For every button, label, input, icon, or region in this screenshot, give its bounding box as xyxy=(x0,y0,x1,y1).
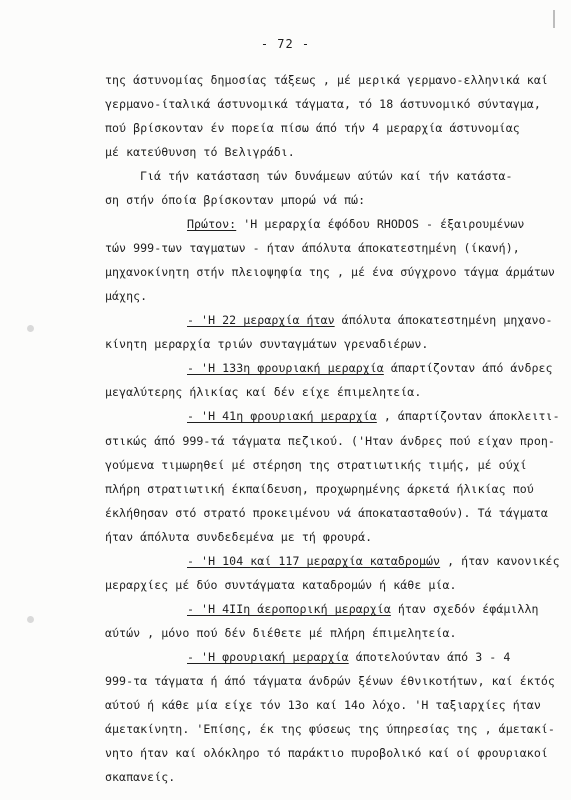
text-line: μεγαλύτερης ήλικίας καί δέν είχε έπιμελητεία. xyxy=(105,385,422,399)
text-line: αύτών , μόνο πού δέν διέθετε μέ πλήρη έπιμελητεία. xyxy=(105,626,457,640)
text-line: μηχανοκίνητη στήν πλειοψηφία της , μέ ένα σύγχρονο τάγμα άρμάτων xyxy=(105,265,555,279)
text-line: νητο ήταν καί ολόκληρο τό παράκτιο πυροβολικό καί οί φρουριακοί xyxy=(105,746,548,760)
line-text: άποτελούνταν άπό 3 - 4 xyxy=(348,650,511,664)
text-line: γούμενα τιμωρηθεί μέ στέρηση της στρατιωτικής τιμής, μέ ούχί xyxy=(105,458,527,472)
text-line: μεραρχίες μέ δύο συντάγματα καταδρομών ή κάθε μία. xyxy=(105,578,457,592)
text-line: στικώς άπό 999-τά τάγματα πεζικού. ('Ηταν άνδρες πού είχαν προη- xyxy=(105,434,555,448)
underlined-heading: - 'Η 41η φρουριακή μεραρχία xyxy=(187,409,377,423)
underlined-heading: Πρώτον: xyxy=(187,217,237,231)
text-line: μέ κατεύθυνση τό Βελιγράδι. xyxy=(105,145,295,159)
line-text: , ήταν κανονικές xyxy=(440,554,560,568)
underlined-heading: - 'Η 4ΙΙη άεροπορική μεραρχία xyxy=(187,602,391,616)
punch-hole-mark xyxy=(27,325,34,332)
text-line: σκαπανείς. xyxy=(105,770,176,784)
line-text: 'Η μεραρχία έφόδου RHODOS - έξαιρουμένων xyxy=(236,217,525,231)
text-line: Γιά τήν κατάσταση τών δυνάμεων αύτών καί τήν κατάστα- xyxy=(140,169,513,183)
text-line: έκλήθησαν στό στρατό προκειμένου νά άποκατασταθούν). Τά τάγματα xyxy=(105,506,548,520)
text-line: της άστυνομίας δημοσίας τάξεως , μέ μερικά γερμανο-ελληνικά καί xyxy=(105,73,548,87)
text-line xyxy=(187,361,553,375)
text-line: αύτού ή κάθε μία είχε τόν 13ο καί 14ο λόχο. 'Η ταξιαρχίες ήταν xyxy=(105,698,541,712)
text-line xyxy=(187,409,560,423)
line-text: ήταν σχεδόν έφάμιλλη xyxy=(390,602,539,616)
text-line: πού βρίσκονταν έν πορεία πίσω άπό τήν 4 μεραρχία άστυνομίας xyxy=(105,121,520,135)
underlined-heading: - 'Η 133η φρουριακή μεραρχία xyxy=(187,361,384,375)
underlined-heading: - 'Η 22 μεραρχία ήταν xyxy=(187,313,335,327)
line-text: άπόλυτα άποκατεστημένη μηχανο- xyxy=(334,313,553,327)
text-line: ήταν άπόλυτα συνδεδεμένα με τή φρουρά. xyxy=(105,530,373,544)
text-line: γερμανο-ίταλικά άστυνομικά τάγματα, τό 18 άστυνομικό σύνταγμα, xyxy=(105,97,541,111)
text-line: άμετακίνητη. 'Επίσης, έκ της φύσεως της ύπηρεσίας της , άμετακί- xyxy=(105,722,555,736)
text-line: κίνητη μεραρχία τριών συνταγμάτων γρεναδιέρων. xyxy=(105,337,429,351)
page-number: - 72 - xyxy=(260,37,311,51)
text-line xyxy=(187,602,539,616)
punch-hole-mark xyxy=(27,616,34,623)
text-line: τών 999-των ταγματων - ήταν άπόλυτα άποκατεστημένη (ίκανή), xyxy=(105,241,520,255)
text-line xyxy=(187,554,560,568)
underlined-heading: - 'Η φρουριακή μεραρχία xyxy=(187,650,349,664)
line-text: άπαρτίζονταν άπό άνδρες xyxy=(383,361,553,375)
text-line: πλήρη στρατιωτική έκπαίδευση, προχωρημένης άρκετά ήλικίας πού xyxy=(105,482,534,496)
text-line xyxy=(187,217,524,231)
text-line: 999-τα τάγματα ή άπό τάγματα άνδρών ξένων έθνικοτήτων, καί έκτός xyxy=(105,674,555,688)
underlined-heading: - 'Η 104 καί 117 μεραρχία καταδρομών xyxy=(187,554,441,568)
text-line xyxy=(187,313,553,327)
text-line xyxy=(187,650,510,664)
text-line: μάχης. xyxy=(105,289,148,303)
line-text: , άπαρτίζονταν άποκλειτι- xyxy=(376,409,560,423)
text-line: ση στήν όποία βρίσκονταν μπορώ νά πώ: xyxy=(105,193,366,207)
corner-mark xyxy=(553,10,561,28)
